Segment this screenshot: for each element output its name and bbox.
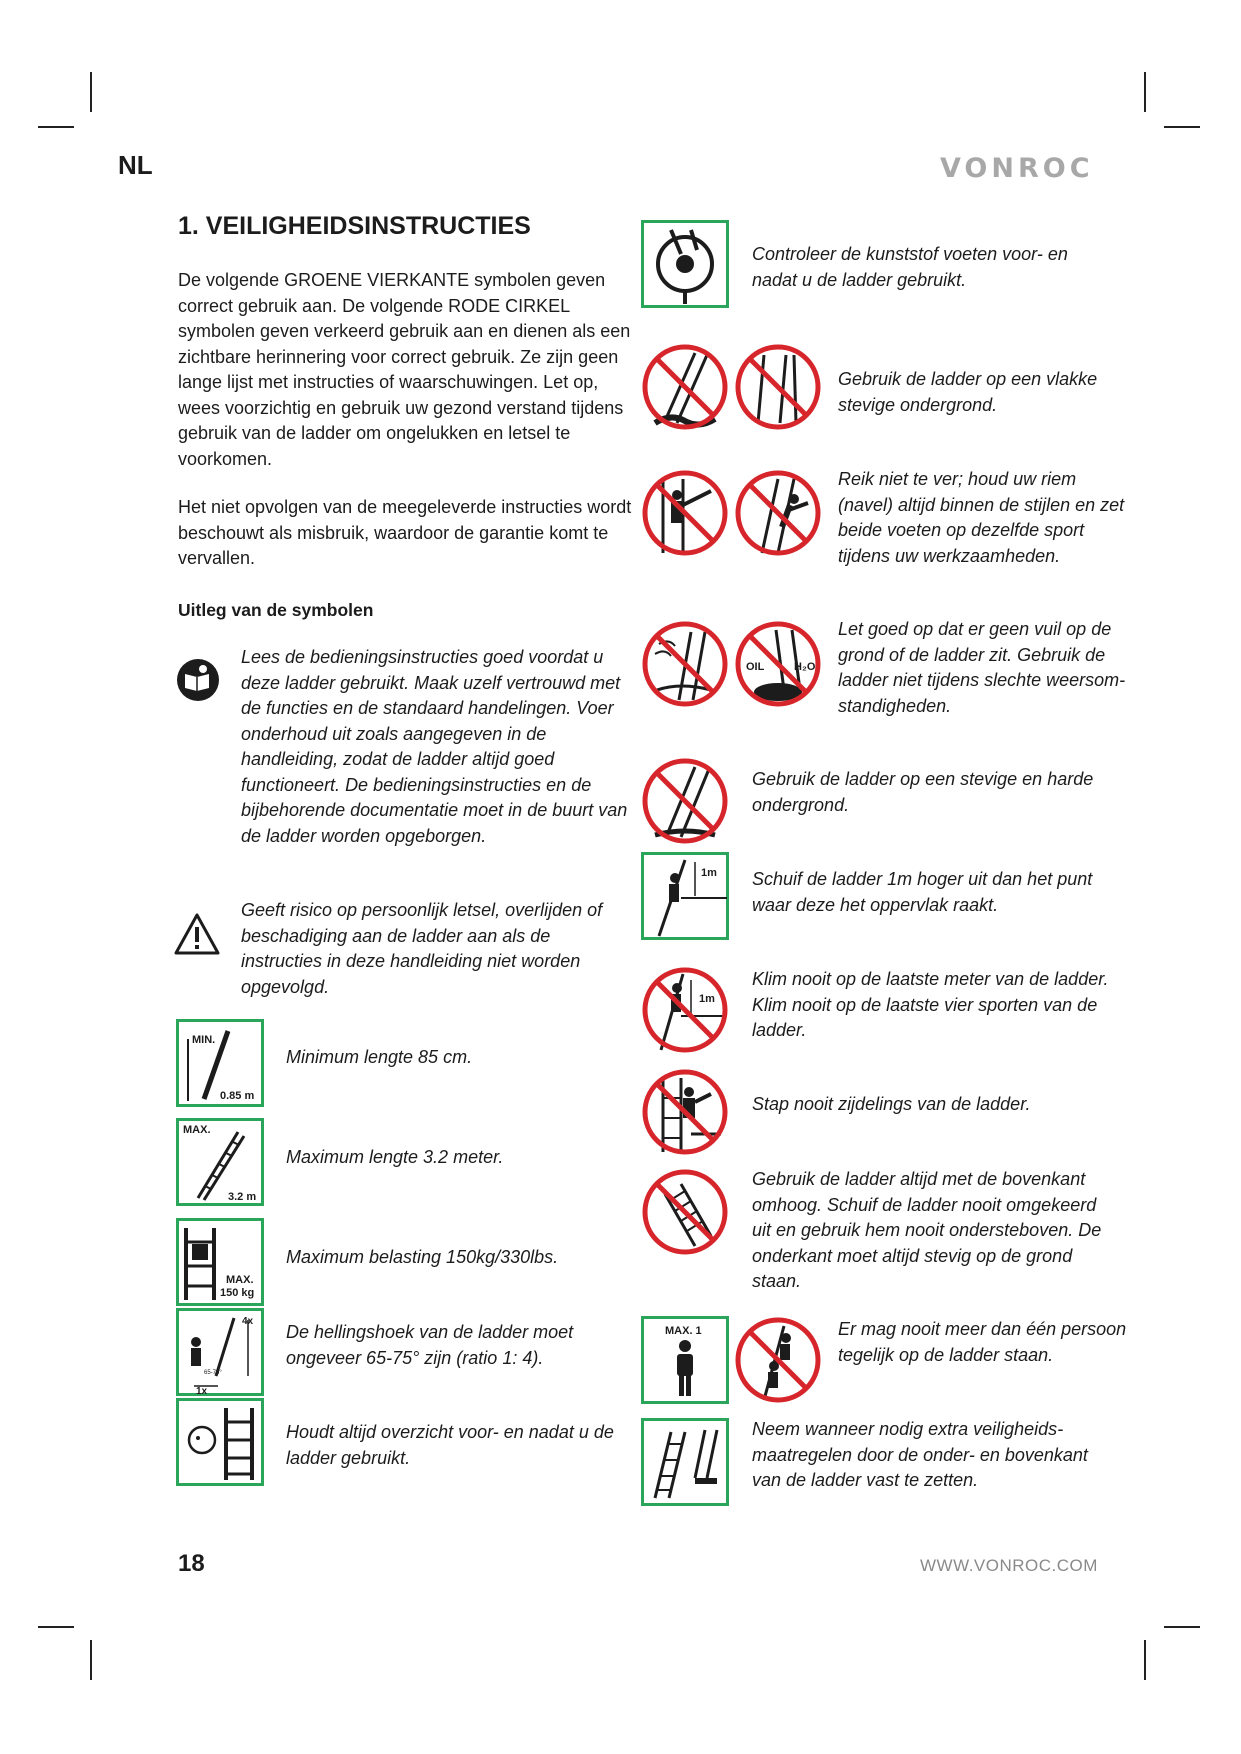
max-length-icon [176, 1118, 264, 1206]
secure-ladder-icon [641, 1418, 729, 1506]
crop-mark [90, 72, 92, 112]
extend-1m-label: 1m [701, 867, 717, 879]
top-meter-text: Klim nooit op de laatste meter van de ladder. Klim nooit op de laatste vier sporten van de ladder. [752, 969, 1109, 1040]
crop-mark [1164, 126, 1200, 128]
oil-water-prohibited-icon [734, 620, 822, 708]
angle-label: 65-75° [204, 1370, 222, 1376]
max-label: MAX. [183, 1124, 211, 1136]
feet-check-text: Controleer de kunststof voeten voor- en nadat u de ladder gebruikt. [752, 244, 1068, 290]
extend-1m-icon [641, 852, 729, 940]
sideways-step-prohibited-icon [641, 1068, 729, 1156]
ratio-4x-label: 4x [242, 1316, 254, 1327]
intro-paragraph-2: Het niet opvolgen van de meegeleverde instructies wordt beschouwt als misbruik, waardoor de garantie komt te vervallen. [178, 497, 632, 568]
one-person-text: Er mag nooit meer dan één persoon tegelijk op de ladder staan. [838, 1319, 1127, 1365]
angle-icon [176, 1308, 264, 1396]
angle-text: De hellingshoek van de ladder moet ongeveer 65-75° zijn (ratio 1: 4). [286, 1322, 574, 1368]
crop-mark [90, 1640, 92, 1680]
max-one-person-icon [641, 1316, 729, 1404]
intro-paragraph: De volgende GROENE VIERKANTE symbolen geven correct gebruik aan. De volgende RODE CIRKEL symbolen geven verkeerd gebruik aan en dienen als een zichtbare herinnering voor correct gebruik. Ze zijn geen lange lijst met instructies of waarschuwingen. Let op, wees voorzichtig en gebruik uw gezond verstand tijdens gebruik van de ladder om ongelukken en letsel te voorkomen. [178, 270, 631, 469]
two-persons-prohibited-icon [734, 1316, 822, 1404]
top-1m-label: 1m [699, 993, 715, 1005]
overreach-prohibited-icon [641, 469, 729, 557]
load-max-label: MAX. [226, 1274, 254, 1286]
upright-text: Gebruik de ladder altijd met de bovenkant omhoog. Schuif de ladder nooit omgekeerd uit en gebruik hem nooit ondersteboven. De onderkant moet altijd stevig op de grond staan. [752, 1169, 1102, 1291]
max-length-label: 3.2 m [228, 1191, 257, 1203]
crop-mark [38, 126, 74, 128]
upside-down-prohibited-icon [641, 1168, 729, 1256]
min-length-label: 0.85 m [220, 1090, 255, 1102]
crop-mark [1164, 1626, 1200, 1628]
uneven-ladder-prohibited-icon [734, 343, 822, 431]
top-rungs-prohibited-icon [641, 966, 729, 1054]
extend-1m-text: Schuif de ladder 1m hoger uit dan het punt waar deze het oppervlak raakt. [752, 869, 1093, 915]
oil-label: OIL [746, 661, 765, 673]
crop-mark [1144, 72, 1146, 112]
overview-icon [176, 1398, 264, 1486]
secure-text: Neem wanneer nodig extra veiligheidsmaatregelen door de onder- en bovenkant van de ladder vast te zetten. [752, 1419, 1088, 1490]
min-length-icon [176, 1019, 264, 1107]
dirt-weather-text: Let goed op dat er geen vuil op de grond of de ladder zit. Gebruik de ladder niet tijdens slechte weersomstandigheden. [838, 619, 1126, 716]
reach-text: Reik niet te ver; houd uw riem (navel) altijd binnen de stijlen en zet beide voeten op dezelfde sport tijdens uw werkzaamheden. [838, 469, 1125, 566]
sideways-text: Stap nooit zijdelings van de ladder. [752, 1094, 1031, 1114]
language-code: NL [118, 150, 153, 180]
min-label: MIN. [192, 1034, 216, 1046]
lean-out-prohibited-icon [734, 469, 822, 557]
firm-ground-text: Gebruik de ladder op een stevige en harde ondergrond. [752, 769, 1094, 815]
weather-prohibited-icon [641, 620, 729, 708]
manual-icon [176, 658, 220, 702]
page-number: 18 [178, 1550, 205, 1577]
warning-icon [174, 912, 220, 956]
warning-text: Geeft risico op persoonlijk letsel, overlijden of beschadiging aan de ladder aan als de instructies in deze handleiding niet worden opgevolgd. [241, 900, 603, 997]
symbols-subtitle: Uitleg van de symbolen [178, 600, 374, 620]
crop-mark [38, 1626, 74, 1628]
uneven-ground-prohibited-icon [641, 343, 729, 431]
load-label: 150 kg [220, 1287, 255, 1299]
manual-text: Lees de bedieningsinstructies goed voordat u deze ladder gebruikt. Maak uzelf vertrouwd met de functies en de standaard handelingen. Voer onderhoud uit zoals aangegeven in de handleiding, zodat de ladder altijd goed functioneert. De bedieningsinstructies en de bijbehorende documentatie moet in de buurt van de ladder worden opgeborgen. [241, 647, 628, 846]
max-load-icon [176, 1218, 264, 1306]
crop-mark [1144, 1640, 1146, 1680]
min-length-text: Minimum lengte 85 cm. [286, 1047, 473, 1067]
h2o-label: H₂O [794, 661, 816, 673]
section-title: 1. VEILIGHEIDSINSTRUCTIES [178, 212, 531, 240]
soft-ground-prohibited-icon [641, 757, 729, 845]
ratio-1x-label: 1x [196, 1386, 208, 1396]
overview-text: Houdt altijd overzicht voor- en nadat u de ladder gebruikt. [286, 1422, 614, 1468]
max-length-text: Maximum lengte 3.2 meter. [286, 1147, 504, 1167]
feet-check-icon [641, 220, 729, 308]
footer-url[interactable]: WWW.VONROC.COM [920, 1556, 1098, 1575]
brand-logo: VONROC [940, 153, 1094, 184]
max-one-label: MAX. 1 [665, 1325, 702, 1337]
level-ground-text: Gebruik de ladder op een vlakke stevige ondergrond. [838, 369, 1098, 415]
max-load-text: Maximum belasting 150kg/330lbs. [286, 1247, 559, 1267]
